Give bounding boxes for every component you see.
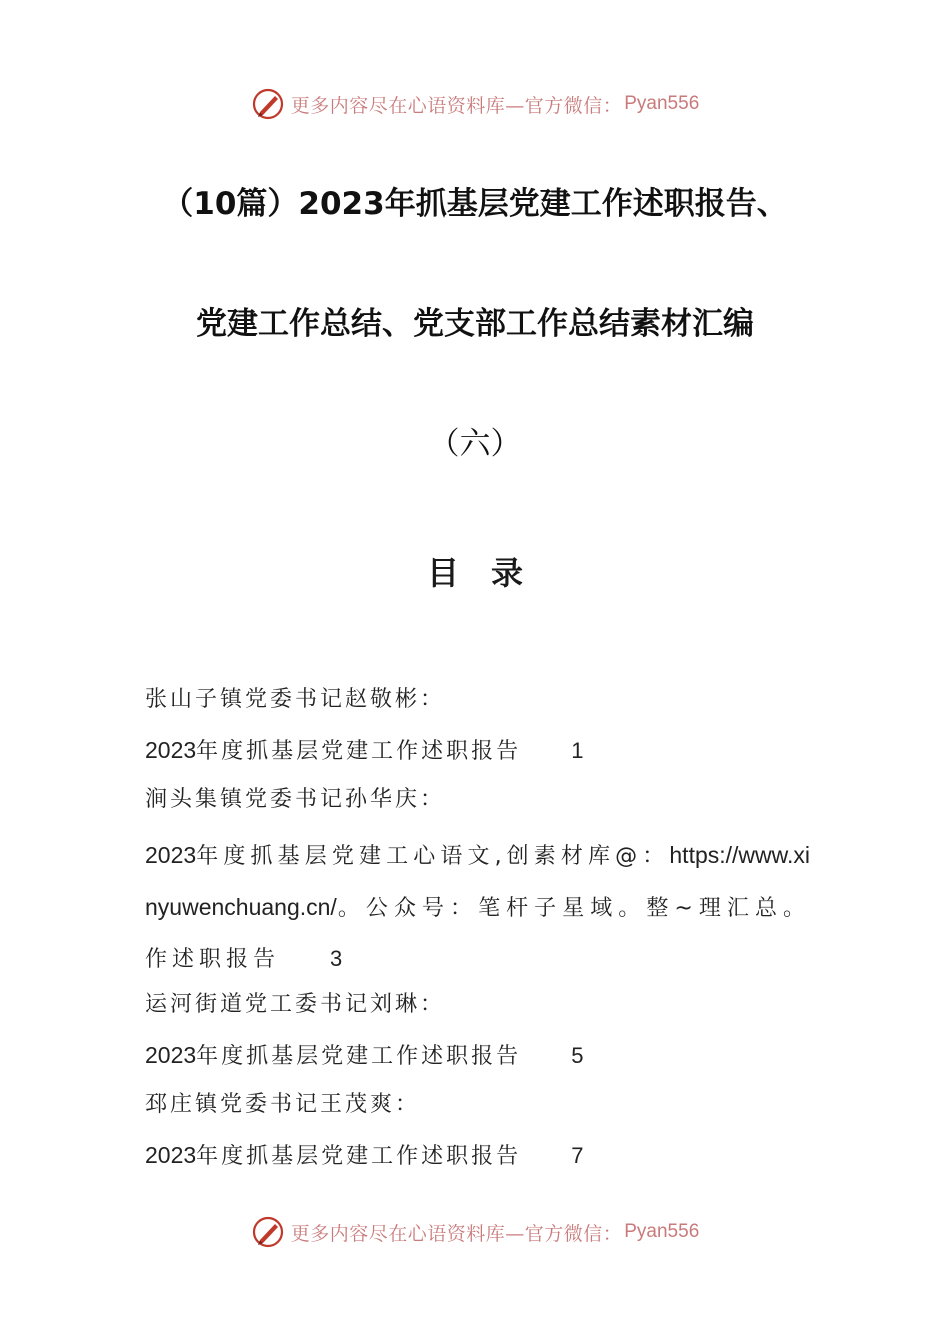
toc-entry-page: 7 (571, 1143, 584, 1168)
table-of-contents (145, 680, 810, 1185)
toc-entry[interactable] (145, 1135, 810, 1185)
toc-entry-year: 2023 (145, 1142, 197, 1168)
toc-author: 涧头集镇党委书记孙华庆： (145, 787, 446, 812)
toc-entry-year: 2023 (145, 737, 197, 763)
toc-heading: 目录 (426, 554, 555, 592)
banner-text: 更多内容尽在心语资料库—官方微信： (290, 94, 623, 117)
banner-wechat-id: Pyan556 (624, 93, 700, 114)
toc-entry[interactable] (145, 830, 810, 985)
document-title-line-3: （六） (428, 426, 522, 462)
banner-wechat-id: Pyan556 (624, 1221, 700, 1242)
toc-author: 邳庄镇党委书记王茂爽： (145, 1092, 421, 1117)
toc-entry[interactable] (145, 1035, 810, 1085)
document-title-line-1: （10篇）2023年抓基层党建工作述职报告、 (162, 186, 788, 222)
header-banner (0, 82, 950, 126)
banner-text: 更多内容尽在心语资料库—官方微信： (290, 1222, 623, 1245)
toc-entry-year: 2023 (145, 1042, 197, 1068)
toc-entry-url[interactable]: https://www.xinyuwenchuang.cn/ (145, 842, 810, 920)
document-title-line-2: 党建工作总结、党支部工作总结素材汇编 (196, 306, 754, 342)
pen-circle-logo-icon (251, 1215, 285, 1249)
toc-entry-page: 1 (571, 738, 584, 763)
toc-entry-title: 年度抓基层党建工作述职报告 (196, 739, 522, 764)
toc-author: 运河街道党工委书记刘琳： (145, 992, 446, 1017)
toc-entry-title: 年度抓基层党建工作述职报告 (196, 1144, 522, 1169)
toc-entry-page: 5 (571, 1043, 584, 1068)
footer-banner (0, 1210, 950, 1254)
toc-entry[interactable] (145, 730, 810, 780)
toc-author: 张山子镇党委书记赵敬彬： (145, 687, 446, 712)
toc-entry-page: 3 (330, 946, 343, 971)
pen-circle-logo-icon (251, 87, 285, 121)
toc-entry-title: 年度抓基层党建工心语文,创素材库@： (196, 844, 670, 869)
toc-entry-year: 2023 (145, 842, 197, 868)
toc-entry-title: 年度抓基层党建工作述职报告 (196, 1044, 522, 1069)
toc-entry-title: 。公众号：笔杆子星域。整~理汇总。作述职报告 (145, 896, 810, 972)
